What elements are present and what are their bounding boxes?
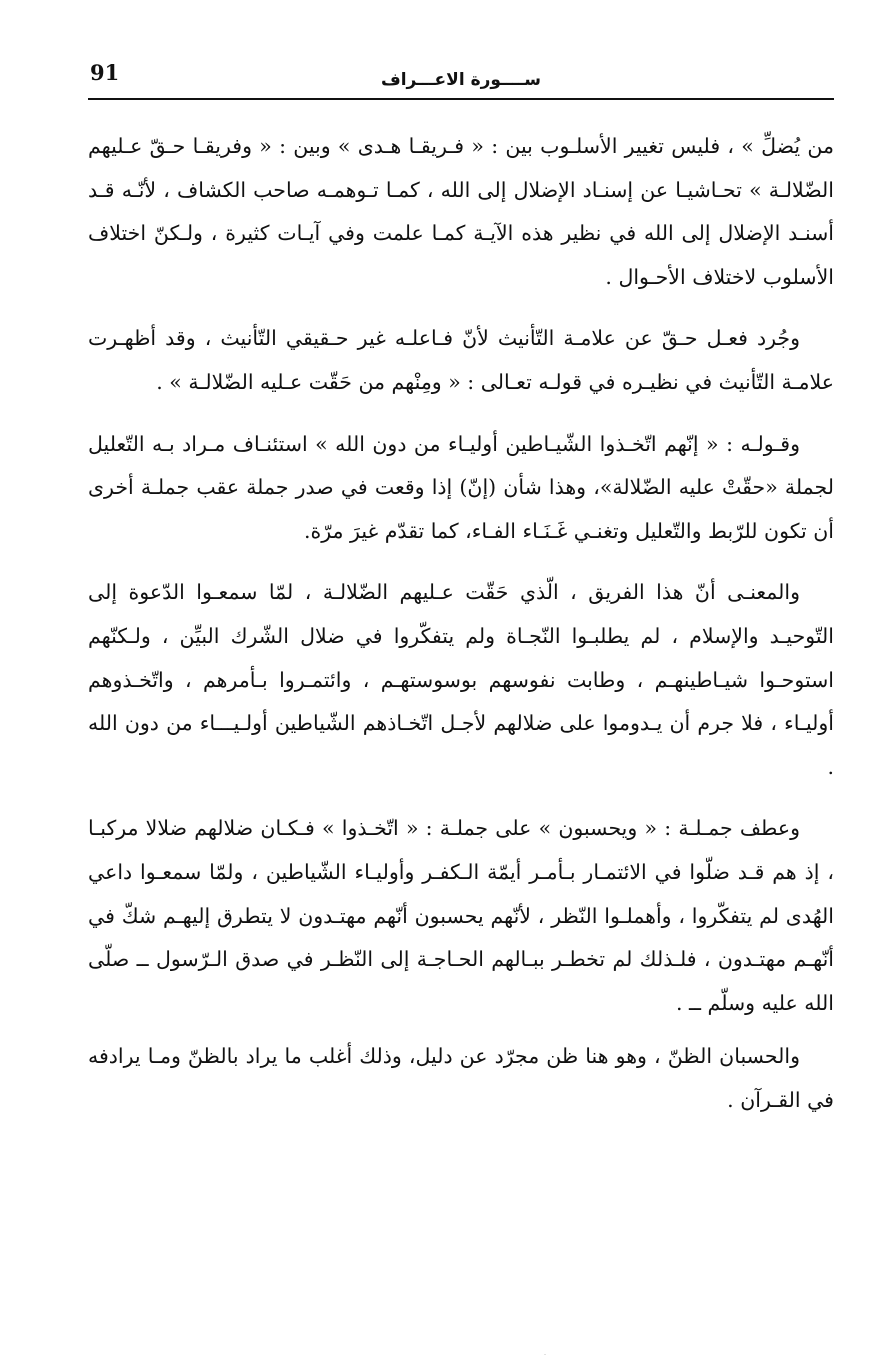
paragraph-4: والمعنـى أنّ هذا الفريق ، الّذي حَقّت عـليهم الضّلالـة ، لمّا سمعـوا الدّعوة إلى التّوحيـد والإسلام ، لم يطلبـوا النّجـاة ولم يتفكّروا في ضلال الشّرك البيِّن ، ولـكنّهم استوحـوا شيـاطينهـم ، وطابت نفوسهم بوسوستهـم ، وائتمـروا بـأمرهم ، واتّخـذوهم أوليـاء ، فلا جرم أن يـدوموا على ضلالهم لأجـل اتّخـاذهم الشّياطين أولـيـــاء من دون الله . (88, 580, 834, 779)
paragraph-3: وقـولـه : « إنّهم اتّخـذوا الشّيـاطين أوليـاء من دون الله » استئنـاف مـراد بـه التّعليل لجملة «حقّتْ عليه الضّلالة»، وهذا شأن (إنّ) إذا وقعت في صدر جملة عقب جملـة أخرى أن تكون للرّبط والتّعليل وتغنـي غَـنَـاء الفـاء، كما تقدّم غيرَ مرّة. (88, 431, 834, 543)
paragraph-6: والحسبان الظنّ ، وهو هنا ظن مجرّد عن دليل، وذلك أغلب ما يراد بالظنّ ومـا يرادفه في القـرآن . (88, 1044, 834, 1112)
paragraph-1: من يُضلِّ » ، فليس تغيير الأسلـوب بين : « فـريقـا هـدى » وبين : « وفريقـا حـقّ عـليهم الضّلالـة » تحـاشيـا عن إسنـاد الإضلال إلى الله ، كمـا تـوهمـه صاحب الكشاف ، لأنّـه قـد أسنـد الإضلال إلى الله في نظير هذه الآيـة كمـا علمت وفي آيـات كثيرة ، ولـكنّ اختلاف الأسلوب لاختلاف الأحـوال . (88, 134, 834, 289)
page-number: 91 (90, 60, 120, 85)
body-text (88, 125, 834, 1122)
footer-mark: ٠ (542, 1350, 548, 1359)
paragraph-2: وجُرد فعـل حـقّ عن علامـة التّأنيث لأنّ فـاعلـه غير حـقيقي التّأنيث ، وقد أظهـرت علامـة التّأنيث في نظيـره في قولـه تعـالى : « ومِنْهم من حَقّت عـليه الضّلالـة » . (88, 326, 834, 394)
page-header (88, 58, 834, 98)
paragraph-5: وعطف جمـلـة : « ويحسبون » على جملـة : « اتّخـذوا » فـكـان ضلالهم ضلالا مركبـا ، إذ هم قـد ضلّوا في الائتمـار بـأمـر أيمّة الـكفـر وأوليـاء الشّياطين ، ولمّا سمعـوا داعي الهُدى لم يتفكّروا ، وأهملـوا النّظر ، لأنّهم يحسبون أنّهم مهتـدون لا يتطرق إليهـم شكّ في أنّهـم مهتـدون ، فلـذلك لم تخطـر ببـالهم الحـاجـة إلى النّظـر في صدق الـرّسول ــ صلّى الله عليه وسلّم ــ . (88, 816, 834, 1015)
running-title: ســــورة الاعـــراف (380, 70, 542, 90)
header-divider (88, 98, 834, 100)
